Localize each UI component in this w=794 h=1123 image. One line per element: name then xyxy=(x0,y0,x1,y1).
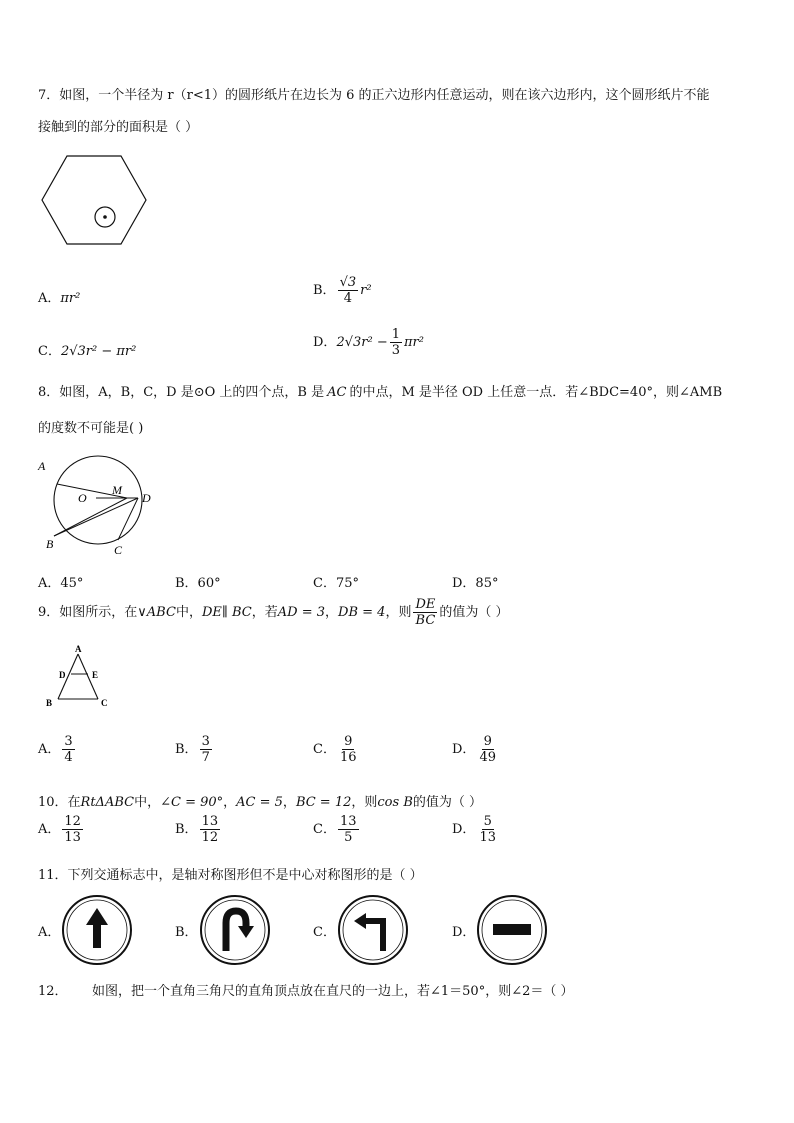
q9-stem: 9．如图所示，在∨ABC中，DE∥ BC，若AD = 3，DB = 4，则 $\frac{DE}{BC}$ 的值为（ ） xyxy=(38,597,509,628)
q7-stem-line2: 接触到的部分的面积是（ ） xyxy=(38,120,199,135)
q7-option-d: D．2√3r² − $\frac{1}{3}$ πr² xyxy=(313,327,424,358)
q7-option-c: C．2√3r² − πr² xyxy=(38,344,137,359)
q12-number: 12． xyxy=(38,984,68,999)
q10-option-b: B． $\frac{13}{12}$ xyxy=(175,814,219,845)
q8-option-a: A．45° xyxy=(38,576,84,591)
q10-option-d: D． $\frac{5}{13}$ xyxy=(452,814,496,845)
q8-circle-figure xyxy=(34,454,164,558)
q7-stem-line1: 7．如图，一个半径为 r（r<1）的圆形纸片在边长为 6 的正六边形内任意运动，则在该六边形内，这个圆形纸片不能 xyxy=(38,88,710,103)
q9-option-d: D． $\frac{9}{49}$ xyxy=(452,734,496,765)
q11-option-c-label: C． xyxy=(313,925,336,940)
q11-option-a-label: A． xyxy=(38,925,61,940)
q8-arc-ac: AC xyxy=(327,385,347,400)
q8-label-o: O xyxy=(78,491,87,505)
q9-label-a: A xyxy=(75,644,82,654)
q10-stem: 10．在RtΔABC中，∠C = 90°，AC = 5，BC = 12，则cos B的值为（ ） xyxy=(38,795,483,810)
q9-triangle-figure xyxy=(44,644,116,710)
q8-label-m: M xyxy=(112,483,122,497)
q12-stem: 如图，把一个直角三角尺的直角顶点放在直尺的一边上，若∠1＝50°，则∠2＝（ ） xyxy=(92,984,574,999)
up-arrow-sign-icon xyxy=(60,893,134,967)
q9-label-b: B xyxy=(46,698,53,708)
left-turn-sign-icon xyxy=(336,893,410,967)
q8-option-d: D．85° xyxy=(452,576,499,591)
q9-option-b: B． $\frac{3}{7}$ xyxy=(175,734,210,765)
no-entry-bar-sign-icon xyxy=(475,893,549,967)
q8-stem-line1: 8．如图，A，B，C，D 是⊙O 上的四个点，B 是 AC 的中点，M 是半径 OD 上任意一点．若∠BDC=40°，则∠AMB xyxy=(38,385,723,400)
q7-hexagon-figure xyxy=(40,154,148,246)
q10-option-c: C． $\frac{13}{5}$ xyxy=(313,814,357,845)
u-turn-sign-icon xyxy=(198,893,272,967)
q8-label-d: D xyxy=(142,491,151,505)
q8-label-b: B xyxy=(46,537,54,551)
q10-option-a: A． $\frac{12}{13}$ xyxy=(38,814,81,845)
q9-option-a: A． $\frac{3}{4}$ xyxy=(38,734,73,765)
q11-option-d-label: D． xyxy=(452,925,476,940)
q8-label-c: C xyxy=(114,543,123,557)
q9-label-c: C xyxy=(101,698,108,708)
q7-option-a: A．πr² xyxy=(38,291,81,306)
q9-label-e: E xyxy=(92,670,99,680)
q9-label-d: D xyxy=(59,670,66,680)
q8-label-a: A xyxy=(38,459,46,473)
q11-option-b-label: B． xyxy=(175,925,198,940)
q7-option-b: B． $\frac{√3}{4}$ r² xyxy=(313,275,372,306)
q11-stem: 11．下列交通标志中，是轴对称图形但不是中心对称图形的是（ ） xyxy=(38,868,423,883)
q8-option-b: B．60° xyxy=(175,576,221,591)
q8-stem-line2: 的度数不可能是( ) xyxy=(38,421,144,436)
q9-option-c: C． $\frac{9}{16}$ xyxy=(313,734,357,765)
q8-option-c: C．75° xyxy=(313,576,359,591)
